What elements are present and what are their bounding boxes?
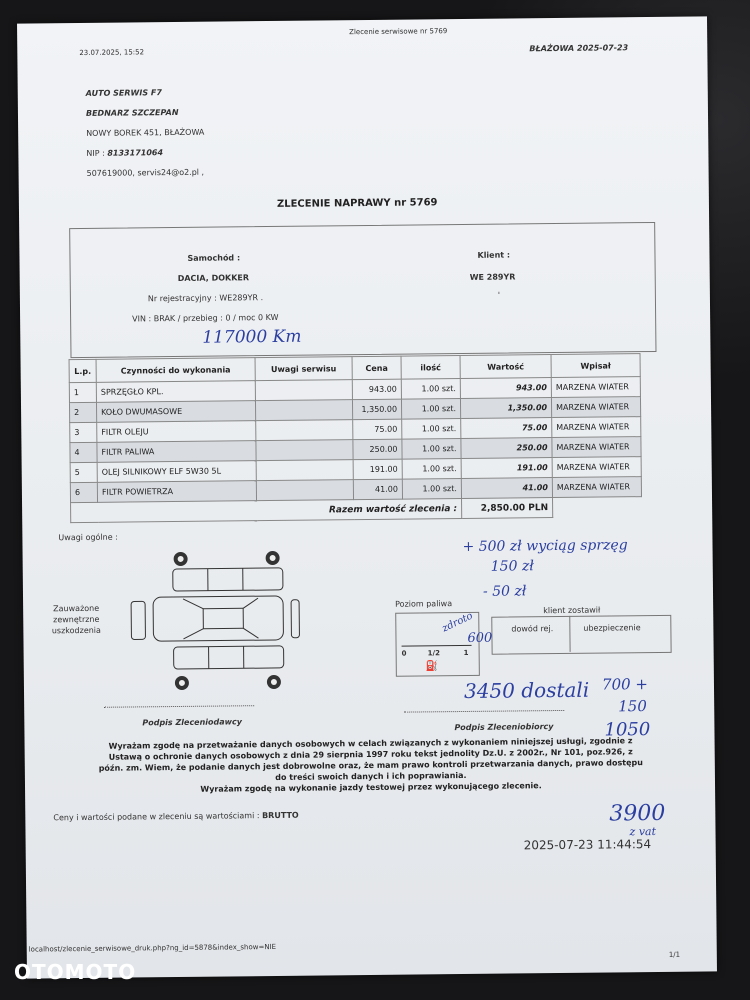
client-value: WE 289YR: [469, 272, 516, 282]
total-value: 2,850.00 PLN: [462, 498, 553, 519]
company-address: NOWY BOREK 451, BŁAŻOWA: [86, 127, 205, 138]
cell-value: 191.00: [461, 458, 552, 479]
client-signature-line: [104, 705, 254, 708]
cell-lp: 1: [69, 382, 96, 402]
print-datetime: 23.07.2025, 15:52: [79, 48, 145, 57]
client-extra: ': [497, 290, 501, 300]
handwritten-sum: 3450 dostali: [463, 677, 590, 703]
handwritten-note-1: + 500 zł wyciąg sprzęg: [462, 537, 628, 556]
left-items-box: [491, 615, 671, 655]
cell-value: 41.00: [461, 478, 552, 499]
col-by: Wpisał: [551, 354, 640, 378]
col-note: Uwagi serwisu: [255, 357, 352, 381]
cell-note: [255, 400, 352, 421]
footer-url: localhost/zlecenie_serwisowe_druk.php?ng_id=5878&index_show=NIE: [28, 942, 277, 954]
cell-lp: 4: [70, 442, 97, 462]
fuel-scale-0: 0: [401, 649, 407, 658]
consent-text: [51, 735, 692, 797]
prices-note-value: BRUTTO: [262, 810, 299, 821]
page-title: ZLECENIE NAPRAWY nr 5769: [276, 197, 438, 210]
consent-line-1: Wyrażam zgodę na przetważanie danych osobowych w celach związanych z wykonaniem niniejszej usługi, zgodnie z: [108, 736, 633, 751]
col-qty: ilość: [401, 356, 460, 380]
handwritten-note-4: zdroto: [440, 610, 475, 635]
cell-by: MARZENA WIATER: [552, 417, 641, 438]
cell-lp: 2: [69, 402, 96, 422]
fuel-label: Poziom paliwa: [395, 599, 453, 609]
cell-task: KOŁO DWUMASOWE: [96, 401, 255, 423]
company-contact: 507619000, servis24@o2.pl ,: [86, 167, 205, 178]
handwritten-note-2: 150 zł: [490, 558, 534, 575]
cell-qty: 1.00 szt.: [402, 439, 461, 460]
cell-price: 41.00: [353, 479, 402, 500]
cell-value: 250.00: [461, 438, 552, 459]
cell-qty: 1.00 szt.: [401, 399, 460, 420]
company-name-1: AUTO SERWIS F7: [85, 88, 162, 98]
cell-by: MARZENA WIATER: [552, 457, 641, 478]
document-page: [17, 16, 717, 978]
remarks-label: Uwagi ogólne :: [58, 532, 118, 543]
damage-label: Zauważone zewnętrzne uszkodzenia: [51, 603, 101, 636]
consent-line-2: Ustawą o ochronie danych osobowych z dnia 29 sierpnia 1997 roku tekst jednolity Dz.U. z 2002r., Nr 101, poz.926, z: [108, 747, 633, 762]
fuel-scale-half: 1/2: [427, 649, 440, 658]
receiver-signature-label: Podpis Zleceniobiorcy: [454, 722, 554, 733]
cell-by: MARZENA WIATER: [552, 477, 641, 498]
cell-value: 75.00: [461, 418, 552, 439]
vehicle-client-box: [69, 222, 656, 358]
cell-price: 943.00: [352, 379, 401, 400]
left-item-insurance: ubezpieczenie: [583, 623, 641, 633]
car-damage-diagram: [123, 546, 305, 708]
left-item-registration: dowód rej.: [511, 624, 554, 634]
vehicle-reg: Nr rejestracyjny : WE289YR .: [147, 293, 264, 304]
receiver-signature-line: [404, 710, 564, 713]
col-task: Czynności do wykonania: [96, 358, 255, 383]
cell-by: MARZENA WIATER: [551, 377, 640, 398]
consent-line-4: do treści swoich danych i ich poprawiania.: [275, 770, 467, 782]
company-nip: [86, 148, 163, 158]
handwritten-mileage: 117000 Km: [202, 326, 302, 348]
cell-price: 75.00: [353, 419, 402, 440]
cell-task: FILTR OLEJU: [97, 421, 256, 443]
nip-value: 8133171064: [107, 148, 164, 158]
cell-by: MARZENA WIATER: [551, 397, 640, 418]
items-table: [69, 353, 643, 523]
cell-task: OLEJ SILNIKOWY ELF 5W30 5L: [97, 461, 256, 483]
cell-task: FILTR POWIETRZA: [97, 481, 256, 503]
cell-lp: 3: [70, 422, 97, 442]
handwritten-note-3: - 50 zł: [482, 583, 527, 600]
fuel-scale-1: 1: [463, 648, 469, 657]
client-heading: Klient :: [477, 250, 511, 260]
consent-line-3: późn. zm. Wiem, że podanie danych jest dobrowolne oraz, że mam prawo kontroli przetwarzania danych, prawo dostępu: [98, 758, 643, 773]
vehicle-make: DACIA, DOKKER: [177, 273, 250, 283]
col-price: Cena: [352, 356, 401, 380]
cell-note: [256, 440, 353, 461]
cell-by: MARZENA WIATER: [552, 437, 641, 458]
cell-value: 1,350.00: [460, 398, 551, 419]
company-name-2: BEDNARZ SZCZEPAN: [85, 107, 179, 118]
cell-qty: 1.00 szt.: [401, 379, 460, 400]
col-value: Wartość: [460, 355, 551, 379]
cell-note: [256, 420, 353, 441]
col-lp: L.p.: [69, 359, 96, 382]
client-signature-label: Podpis Zleceniodawcy: [142, 717, 243, 728]
handwritten-final: 3900: [609, 800, 666, 827]
prices-note: [53, 811, 298, 823]
cell-price: 250.00: [353, 439, 402, 460]
cell-note: [256, 480, 353, 501]
footer-page: 1/1: [668, 950, 681, 959]
cell-task: FILTR PALIWA: [97, 441, 256, 463]
fuel-pump-icon: ⛽: [425, 661, 439, 673]
prices-note-label: Ceny i wartości podane w zleceniu są wartościami :: [53, 811, 260, 823]
handwritten-calc-1: 700 +: [601, 675, 649, 694]
doc-title-top: Zlecenie serwisowe nr 5769: [349, 27, 448, 37]
cell-task: SPRZĘGŁO KPL.: [96, 381, 255, 403]
total-label: Razem wartość zlecenia :: [71, 499, 462, 523]
cell-qty: 1.00 szt.: [402, 459, 461, 480]
cell-note: [255, 380, 352, 401]
place-date: BŁAŻOWA 2025-07-23: [529, 43, 629, 54]
handwritten-calc-2: 150: [618, 697, 647, 716]
nip-label: NIP :: [86, 148, 105, 158]
left-items-heading: klient zostawił: [543, 605, 601, 616]
cell-lp: 5: [70, 462, 97, 482]
cell-price: 191.00: [353, 459, 402, 480]
handwritten-note-5: 600: [467, 630, 493, 646]
otomoto-watermark: OTOMOTO: [14, 960, 137, 984]
vehicle-vin: VIN : BRAK / przebieg : 0 / moc 0 KW: [132, 312, 279, 324]
handwritten-calc-3: 1050: [604, 719, 651, 741]
cell-qty: 1.00 szt.: [402, 479, 461, 500]
cell-qty: 1.00 szt.: [402, 419, 461, 440]
cell-lp: 6: [70, 482, 97, 502]
timestamp: 2025-07-23 11:44:54: [523, 837, 652, 853]
handwritten-vat: z vat: [629, 824, 657, 839]
vehicle-heading: Samochód :: [187, 253, 241, 263]
cell-note: [256, 460, 353, 481]
cell-price: 1,350.00: [352, 399, 401, 420]
cell-value: 943.00: [460, 378, 551, 399]
consent-line-5: Wyrażam zgodę na wykonanie jazdy testowej przez wykonującego zlecenie.: [200, 781, 542, 794]
